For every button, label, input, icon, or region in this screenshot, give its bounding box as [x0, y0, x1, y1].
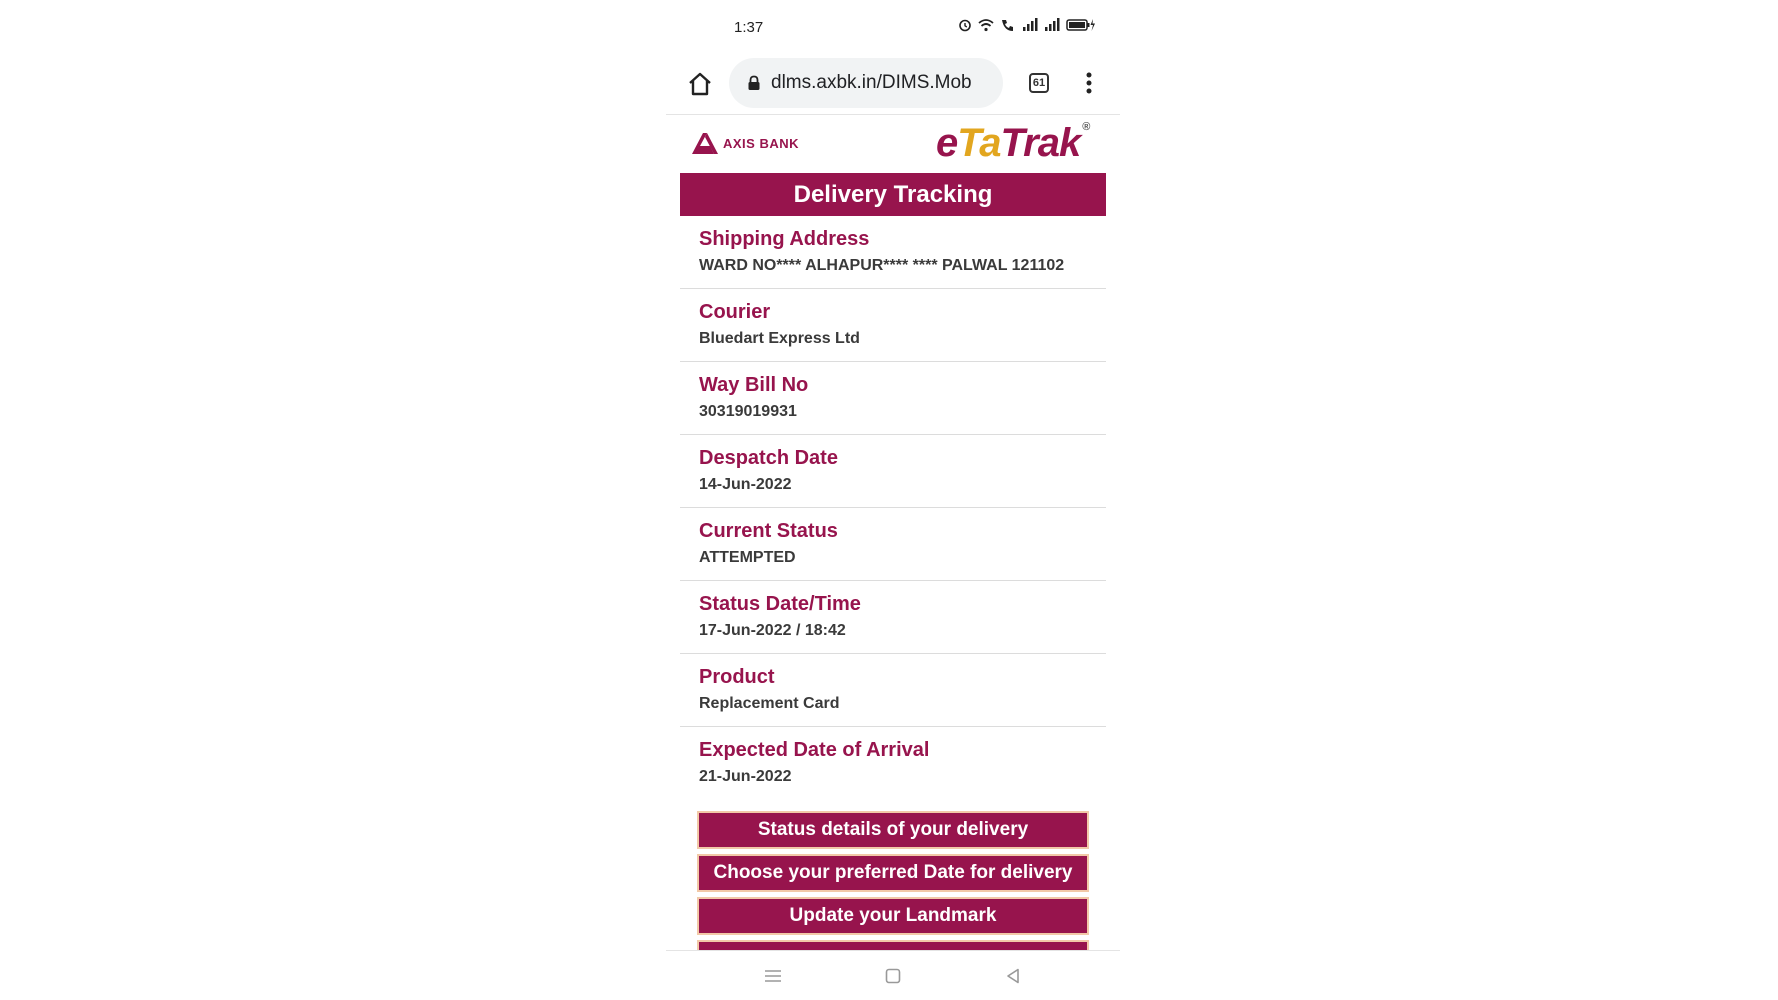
field-label: Expected Date of Arrival [699, 739, 930, 761]
field-value: 14-Jun-2022 [699, 476, 792, 493]
field-value: 30319019931 [699, 403, 797, 420]
registered-mark: ® [1082, 121, 1090, 133]
nav-home-icon [885, 968, 901, 984]
field-expected-arrival [680, 727, 1106, 800]
field-value: WARD NO**** ALHAPUR**** **** PALWAL 121102 [699, 257, 1065, 274]
field-current-status [680, 508, 1106, 581]
signal-icon [1022, 18, 1038, 32]
page-title: Delivery Tracking [680, 173, 1106, 216]
brand-part-trak: Trak [1000, 121, 1081, 165]
field-label: Product [699, 666, 775, 688]
field-value: Bluedart Express Ltd [699, 330, 860, 347]
axis-logo-icon [690, 132, 720, 154]
field-way-bill-no [680, 362, 1106, 435]
brand-part-e: e [936, 121, 958, 165]
browser-toolbar [666, 54, 1120, 115]
call-icon [1000, 18, 1016, 32]
address-bar[interactable] [729, 58, 1003, 108]
field-status-date-time [680, 581, 1106, 654]
field-value: 17-Jun-2022 / 18:42 [699, 622, 846, 639]
delivery-details [680, 216, 1106, 800]
nav-home-button[interactable] [881, 965, 905, 987]
nav-back-icon [1006, 968, 1020, 984]
action-buttons [699, 813, 1087, 951]
tabs-icon [1029, 73, 1049, 93]
field-despatch-date [680, 435, 1106, 508]
update-landmark-button[interactable]: Update your Landmark [699, 899, 1087, 933]
field-value: 21-Jun-2022 [699, 768, 792, 785]
bank-name: AXIS BANK [723, 135, 800, 151]
battery-icon [1066, 18, 1096, 32]
etatrak-logo [936, 121, 1089, 166]
field-value: ATTEMPTED [699, 549, 796, 566]
lock-icon [747, 75, 761, 91]
preferred-date-button[interactable]: Choose your preferred Date for delivery [699, 856, 1087, 890]
more-vert-icon [1086, 72, 1092, 94]
status-bar [666, 0, 1120, 54]
field-product [680, 654, 1106, 727]
url-text: dlms.axbk.in/DIMS.Mob [771, 72, 972, 93]
alarm-icon [958, 18, 972, 32]
home-icon [687, 71, 713, 97]
field-value: Replacement Card [699, 695, 840, 712]
logo-header [666, 115, 1120, 171]
nav-menu-icon [764, 969, 782, 983]
status-details-button[interactable]: Status details of your delivery [699, 813, 1087, 847]
signal-icon-2 [1044, 18, 1060, 32]
field-label: Shipping Address [699, 228, 870, 250]
nav-menu-button[interactable] [761, 965, 785, 987]
axis-bank-logo [690, 132, 799, 154]
phone-screen [666, 0, 1120, 1000]
brand-part-ta: Ta [957, 121, 1001, 165]
field-label: Courier [699, 301, 771, 323]
wifi-icon [978, 18, 994, 32]
browser-menu-button[interactable] [1074, 66, 1104, 100]
field-label: Status Date/Time [699, 593, 861, 615]
tab-count: 61 [1032, 77, 1046, 89]
page-content [666, 115, 1120, 951]
field-label: Way Bill No [699, 374, 809, 396]
field-courier [680, 289, 1106, 362]
nav-back-button[interactable] [1001, 965, 1025, 987]
status-time: 1:37 [734, 19, 764, 36]
system-nav-bar [666, 950, 1120, 1000]
field-label: Current Status [699, 520, 838, 542]
status-icons [958, 18, 1096, 32]
tabs-button[interactable] [1024, 68, 1054, 98]
home-button[interactable] [682, 66, 718, 102]
field-label: Despatch Date [699, 447, 838, 469]
field-shipping-address [680, 216, 1106, 289]
